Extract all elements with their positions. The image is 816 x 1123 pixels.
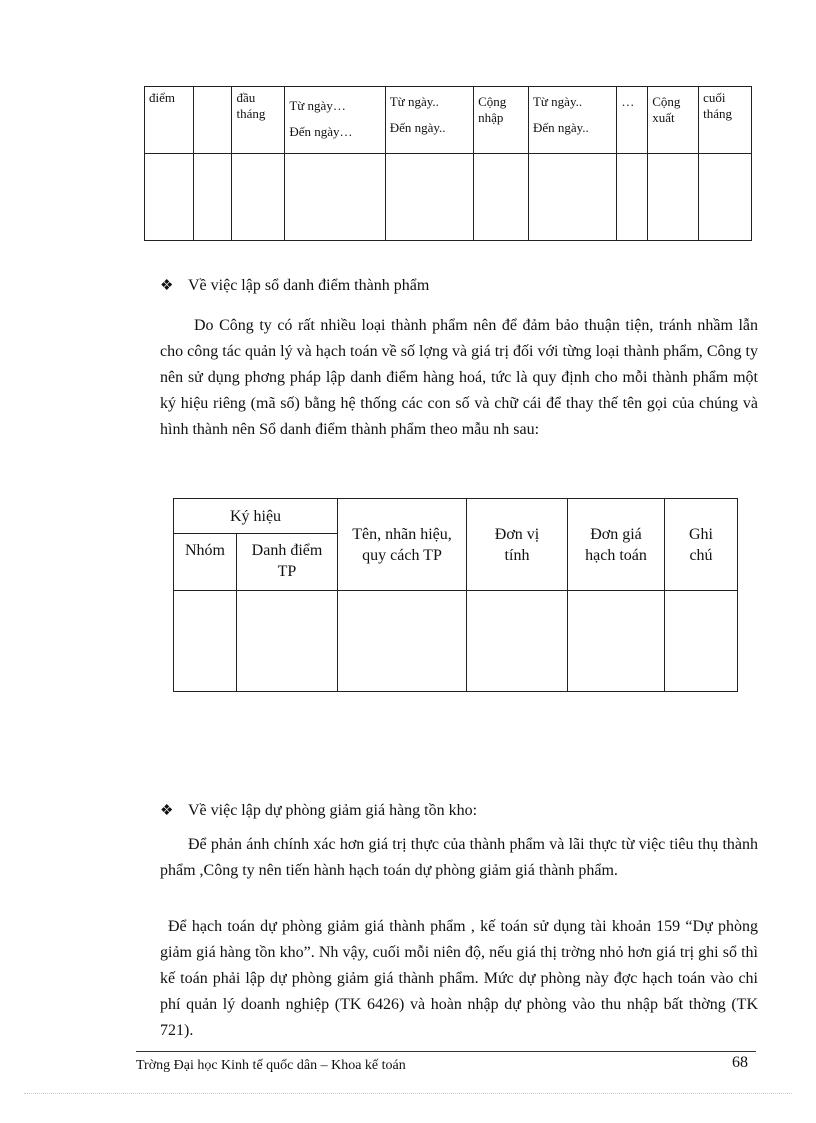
ledger-header-line1: điểm [149, 90, 175, 105]
ledger-header-line1: Từ ngày.. [389, 94, 439, 109]
ledger-header-line1: Cộng [652, 94, 681, 109]
ledger-header-line2: tháng [236, 106, 266, 121]
product-code-empty-row [174, 591, 738, 692]
ledger-header-line2: xuất [652, 110, 675, 125]
product-code-cell [237, 591, 338, 692]
ledger-header-line1: cuối [703, 90, 726, 105]
section1-heading-text: Về việc lập sổ danh điểm thành phẩm [188, 277, 430, 294]
ledger-header-line2: tháng [703, 106, 732, 121]
ledger-header-row [145, 87, 752, 154]
ledger-header-line1: … [621, 94, 635, 109]
ledger-cell [193, 154, 232, 241]
product-code-cell [467, 591, 568, 692]
footer-text: Trờng Đại học Kinh tế quốc dân – Khoa kế toán [136, 1058, 406, 1073]
section1-heading [160, 276, 429, 295]
ledger-header-cell [385, 87, 473, 154]
ledger-cell [699, 154, 752, 241]
section2-paragraph2: Để hạch toán dự phòng giảm giá thành phẩm , kế toán sử dụng tài khoản 159 “Dự phòng giảm giá hàng tồn kho”. Nh vậy, cuối mỗi niên độ, nếu giá thị trờng nhỏ hơn giá trị ghi sổ thì kế toán phải lập dự phòng giảm giá thành phẩm. Mức dự phòng này đợc hạch toán vào chi phí quản lý doanh nghiệp (TK 6426) và hoàn nhập dự phòng vào thu nhập bất thờng (TK 721). [160, 918, 758, 1039]
ledger-cell [528, 154, 616, 241]
section2-heading [160, 801, 477, 820]
ledger-header-line2: nhập [478, 110, 504, 125]
danh-diem-header [237, 534, 338, 591]
ledger-empty-row [145, 154, 752, 241]
don-gia-header [568, 499, 665, 591]
page-edge-divider [24, 1093, 792, 1094]
ghi-chu-header [665, 499, 738, 591]
ledger-header-cell [193, 87, 232, 154]
ledger-cell [232, 154, 285, 241]
ledger-header-line2: Đến ngày… [289, 124, 353, 139]
ledger-table [144, 86, 752, 241]
ten-header [338, 499, 467, 591]
ledger-header-line1: Cộng [478, 94, 507, 109]
ledger-header-line2: Đến ngày.. [389, 120, 446, 135]
ledger-cell [385, 154, 473, 241]
ledger-header-line2: Đến ngày.. [532, 120, 589, 135]
ledger-header-cell [474, 87, 529, 154]
bullet-icon: ❖ [160, 278, 174, 294]
ledger-header-line1: Từ ngày.. [532, 94, 583, 109]
ledger-header-cell [285, 87, 385, 154]
ledger-cell [145, 154, 194, 241]
don-vi-header [467, 499, 568, 591]
product-code-header-row [174, 499, 738, 534]
product-code-table [173, 498, 738, 692]
ky-hieu-header: Ký hiệu [174, 499, 338, 534]
ledger-cell [285, 154, 385, 241]
ledger-header-line1: Từ ngày… [289, 98, 346, 113]
ledger-cell [648, 154, 699, 241]
ledger-header-cell [648, 87, 699, 154]
product-code-cell [568, 591, 665, 692]
ghi-chu-header-text: Ghi chú [689, 525, 713, 564]
ledger-header-cell [699, 87, 752, 154]
ledger-cell [617, 154, 648, 241]
section2-heading-text: Về việc lập dự phòng giảm giá hàng tồn kho: [188, 802, 478, 819]
product-code-cell [665, 591, 738, 692]
nhom-header: Nhóm [174, 534, 237, 591]
footer-divider [136, 1051, 756, 1052]
ledger-header-line1: đầu [236, 90, 256, 105]
ledger-header-cell [617, 87, 648, 154]
page-number: 68 [732, 1054, 748, 1071]
ledger-header-cell [232, 87, 285, 154]
ten-header-text: Tên, nhãn hiệu, quy cách TP [352, 525, 452, 564]
bullet-icon: ❖ [160, 803, 174, 819]
product-code-cell [174, 591, 237, 692]
danh-diem-header-text: Danh điểm TP [251, 542, 323, 580]
don-gia-header-text: Đơn giá hạch toán [585, 525, 647, 564]
product-code-cell [338, 591, 467, 692]
don-vi-header-text: Đơn vị tính [494, 525, 540, 564]
ledger-header-cell [528, 87, 616, 154]
section1-paragraph: Do Công ty có rất nhiều loại thành phẩm nên để đảm bảo thuận tiện, tránh nhầm lẫn cho công tác quản lý và hạch toán về số lợng và giá trị đối với từng loại thành phẩm, Công ty nên sử dụng phơng pháp lập danh điểm hàng hoá, tức là quy định cho mỗi thành phẩm một ký hiệu riêng (mã số) bằng hệ thống các con số và chữ cái để thay thế tên gọi của chúng và hình thành nên Sổ danh điểm thành phẩm theo mẫu nh sau: [160, 317, 758, 438]
section2-paragraph1: Để phản ánh chính xác hơn giá trị thực của thành phẩm và lãi thực từ việc tiêu thụ thành phẩm ,Công ty nên tiến hành hạch toán dự phòng giảm giá thành phẩm. [160, 836, 758, 879]
ledger-cell [474, 154, 529, 241]
ledger-header-cell [145, 87, 194, 154]
